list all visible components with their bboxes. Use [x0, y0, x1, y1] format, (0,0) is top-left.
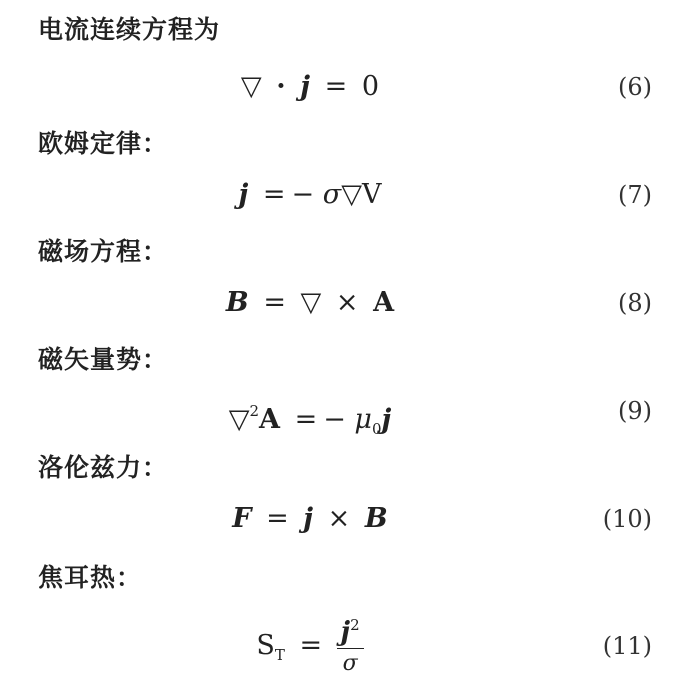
fraction [337, 618, 364, 675]
subscript-T: T [274, 646, 285, 664]
equation-number-10: (10) [602, 505, 652, 533]
superscript-2: 2 [249, 402, 260, 420]
var-j: j [381, 404, 392, 435]
equation-number-8: (8) [618, 289, 652, 317]
equation-10 [0, 494, 684, 544]
var-S: S [256, 630, 275, 661]
formula-7 [150, 170, 470, 220]
formula-10 [150, 494, 470, 544]
heading-magnetic-vector-potential: 磁矢量势： [38, 345, 169, 374]
nabla-symbol: ▽ [300, 287, 322, 318]
fraction-numerator [337, 618, 364, 649]
var-mu: μ [354, 404, 372, 435]
equation-9 [0, 386, 684, 436]
var-sigma: σ [322, 179, 342, 210]
cross-operator: × [327, 503, 351, 534]
var-B: B [364, 503, 388, 534]
cross-operator: × [335, 287, 359, 318]
equals-sign: = [266, 503, 289, 534]
equation-number-6: (6) [618, 73, 652, 101]
var-j: j [340, 617, 351, 647]
equation-11 [0, 614, 684, 678]
dot-operator: · [276, 71, 286, 102]
formula-9 [150, 386, 470, 454]
var-B: B [225, 287, 249, 318]
equals-sign: = [294, 404, 318, 435]
nabla-symbol: ▽ [228, 404, 250, 435]
equation-number-7: (7) [618, 181, 652, 209]
var-V: V [361, 179, 382, 210]
equation-7 [0, 170, 684, 220]
heading-ohms-law: 欧姆定律： [38, 129, 169, 158]
heading-current-continuity: 电流连续方程为 [38, 15, 221, 44]
fraction-denominator-sigma: σ [342, 651, 358, 676]
equals-sign: = [299, 630, 323, 661]
equation-8 [0, 278, 684, 328]
nabla-symbol: ▽ [240, 71, 262, 102]
nabla-symbol: ▽ [341, 179, 362, 210]
var-j: j [300, 71, 311, 102]
minus-sign: − [323, 404, 346, 435]
var-A: A [259, 404, 280, 435]
equation-number-11: (11) [602, 632, 652, 660]
var-A: A [373, 287, 395, 318]
formula-8 [150, 278, 470, 328]
heading-magnetic-field-equation: 磁场方程： [38, 237, 169, 266]
var-j: j [303, 503, 314, 534]
heading-lorentz-force: 洛伦兹力： [38, 453, 169, 482]
superscript-2: 2 [350, 616, 360, 634]
var-F: F [232, 503, 252, 534]
formula-6 [150, 62, 470, 112]
equals-sign: = [262, 179, 286, 210]
equals-sign: = [324, 71, 348, 102]
equation-number-9: (9) [618, 397, 652, 425]
var-j: j [238, 179, 249, 210]
minus-sign: − [291, 179, 315, 210]
zero: 0 [361, 71, 380, 102]
subscript-0: 0 [371, 420, 382, 438]
formula-11 [150, 614, 470, 687]
equation-6 [0, 62, 684, 112]
heading-joule-heat: 焦耳热： [38, 563, 143, 592]
equals-sign: = [263, 287, 286, 318]
